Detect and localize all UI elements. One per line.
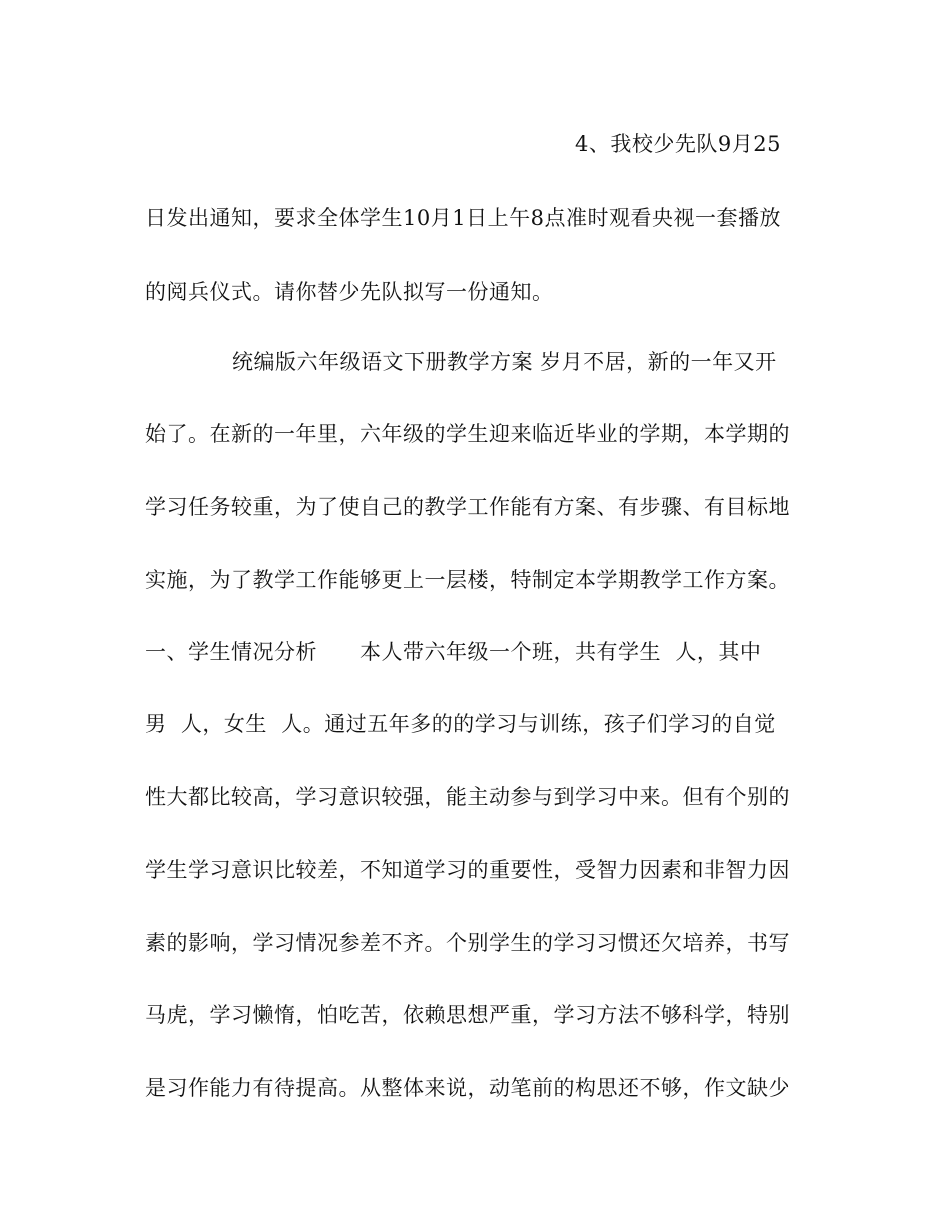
text-line-7: 实施，为了教学工作能够更上一层楼，特制定本学期教学工作方案。 xyxy=(145,568,790,592)
text-line-5: 始了。在新的一年里，六年级的学生迎来临近毕业的学期，本学期的 xyxy=(145,422,790,446)
text-line-4: 统编版六年级语文下册教学方案 岁月不居，新的一年又开 xyxy=(232,350,777,374)
text-line-2: 日发出通知，要求全体学生10月1日上午8点准时观看央视一套播放 xyxy=(145,206,781,230)
text-line-6: 学习任务较重，为了使自己的教学工作能有方案、有步骤、有目标地 xyxy=(145,495,790,519)
text-line-14: 是习作能力有待提高。从整体来说，动笔前的构思还不够，作文缺少 xyxy=(145,1076,790,1100)
text-line-8: 一、学生情况分析 本人带六年级一个班，共有学生 人，其中 xyxy=(145,640,762,664)
text-line-9: 男 人，女生 人。通过五年多的的学习与训练，孩子们学习的自觉 xyxy=(145,712,776,736)
text-line-13: 马虎，学习懒惰，怕吃苦，依赖思想严重，学习方法不够科学，特别 xyxy=(145,1003,790,1027)
text-line-10: 性大都比较高，学习意识较强，能主动参与到学习中来。但有个别的 xyxy=(145,785,790,809)
text-line-1: 4、我校少先队9月25 xyxy=(575,132,781,156)
text-line-3: 的阅兵仪式。请你替少先队拟写一份通知。 xyxy=(145,280,554,304)
text-line-12: 素的影响，学习情况参差不齐。个别学生的学习习惯还欠培养，书写 xyxy=(145,931,790,955)
text-line-11: 学生学习意识比较差，不知道学习的重要性，受智力因素和非智力因 xyxy=(145,858,790,882)
